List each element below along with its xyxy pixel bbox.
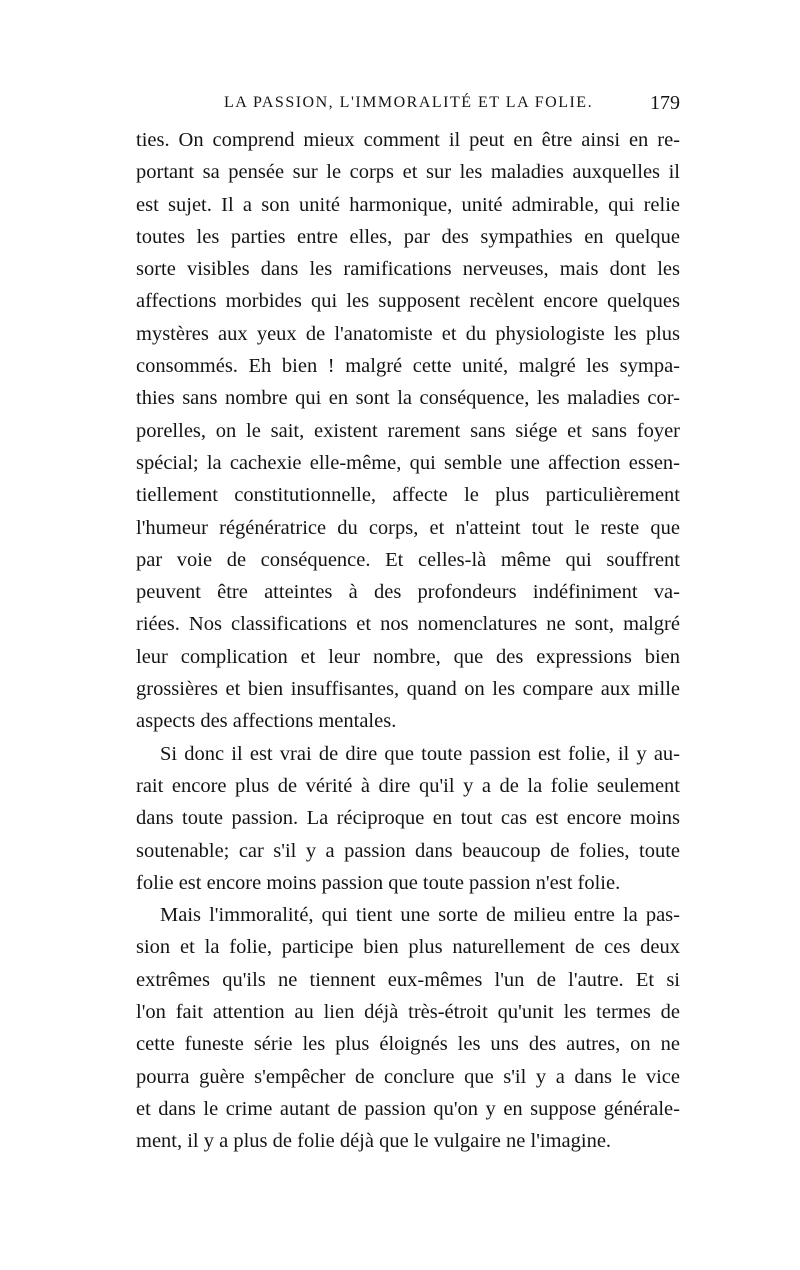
text-line: consommés. Eh bien ! malgré cette unité, malgré les sympa- (136, 355, 680, 378)
text-line: sorte visibles dans les ramifications nerveuses, mais dont les (136, 258, 680, 281)
running-head (136, 92, 680, 118)
text-line: riées. Nos classifications et nos nomenclatures ne sont, malgré (136, 613, 680, 636)
text-line: l'humeur régénératrice du corps, et n'atteint tout le reste que (136, 516, 680, 539)
text-line: tiellement constitutionnelle, affecte le plus particulièrement (136, 484, 680, 507)
text-line: Mais l'immoralité, qui tient une sorte de milieu entre la pas- (160, 904, 680, 927)
text-line: cette funeste série les plus éloignés les uns des autres, on ne (136, 1033, 680, 1056)
text-line: ties. On comprend mieux comment il peut en être ainsi en re- (136, 129, 680, 151)
paragraph (136, 738, 680, 899)
text-line: thies sans nombre qui en sont la conséquence, les maladies cor- (136, 387, 680, 410)
text-line: soutenable; car s'il y a passion dans beaucoup de folies, toute (136, 839, 680, 862)
running-title: LA PASSION, L'IMMORALITÉ ET LA FOLIE. (224, 94, 594, 111)
text-line: folie est encore moins passion que toute passion n'est folie. (136, 871, 621, 894)
paragraph (136, 899, 680, 1157)
text-line: portant sa pensée sur le corps et sur les maladies auxquelles il (136, 161, 680, 184)
text-line: mystères aux yeux de l'anatomiste et du physiologiste les plus (136, 322, 680, 345)
text-line: pourra guère s'empêcher de conclure que s'il y a dans le vice (136, 1065, 680, 1088)
text-line: et dans le crime autant de passion qu'on y en suppose générale- (136, 1097, 680, 1120)
paragraph (136, 124, 680, 738)
text-line: leur complication et leur nombre, que des expressions bien (136, 645, 680, 668)
text-line: peuvent être atteintes à des profondeurs indéfiniment va- (136, 581, 680, 604)
text-line: affections morbides qui les supposent recèlent encore quelques (136, 290, 680, 313)
text-line: est sujet. Il a son unité harmonique, unité admirable, qui relie (136, 193, 680, 216)
text-line: aspects des affections mentales. (136, 710, 397, 733)
page-number: 179 (650, 92, 680, 114)
text-line: sion et la folie, participe bien plus naturellement de ces deux (136, 936, 680, 959)
text-line: extrêmes qu'ils ne tiennent eux-mêmes l'un de l'autre. Et si (136, 968, 680, 991)
text-line: ment, il y a plus de folie déjà que le vulgaire ne l'imagine. (136, 1130, 612, 1153)
text-line: dans toute passion. La réciproque en tout cas est encore moins (136, 807, 680, 830)
text-line: grossières et bien insuffisantes, quand on les compare aux mille (136, 678, 680, 701)
text-line: spécial; la cachexie elle-même, qui semble une affection essen- (136, 451, 680, 474)
text-line: par voie de conséquence. Et celles-là même qui souffrent (136, 548, 680, 571)
text-line: l'on fait attention au lien déjà très-étroit qu'unit les termes de (136, 1001, 680, 1024)
text-line: toutes les parties entre elles, par des sympathies en quelque (136, 225, 680, 248)
text-line: porelles, on le sait, existent rarement sans siége et sans foyer (136, 419, 680, 442)
body-text (136, 124, 680, 1158)
text-line: rait encore plus de vérité à dire qu'il y a de la folie seulement (136, 774, 680, 797)
text-line: Si donc il est vrai de dire que toute passion est folie, il y au- (160, 742, 680, 765)
